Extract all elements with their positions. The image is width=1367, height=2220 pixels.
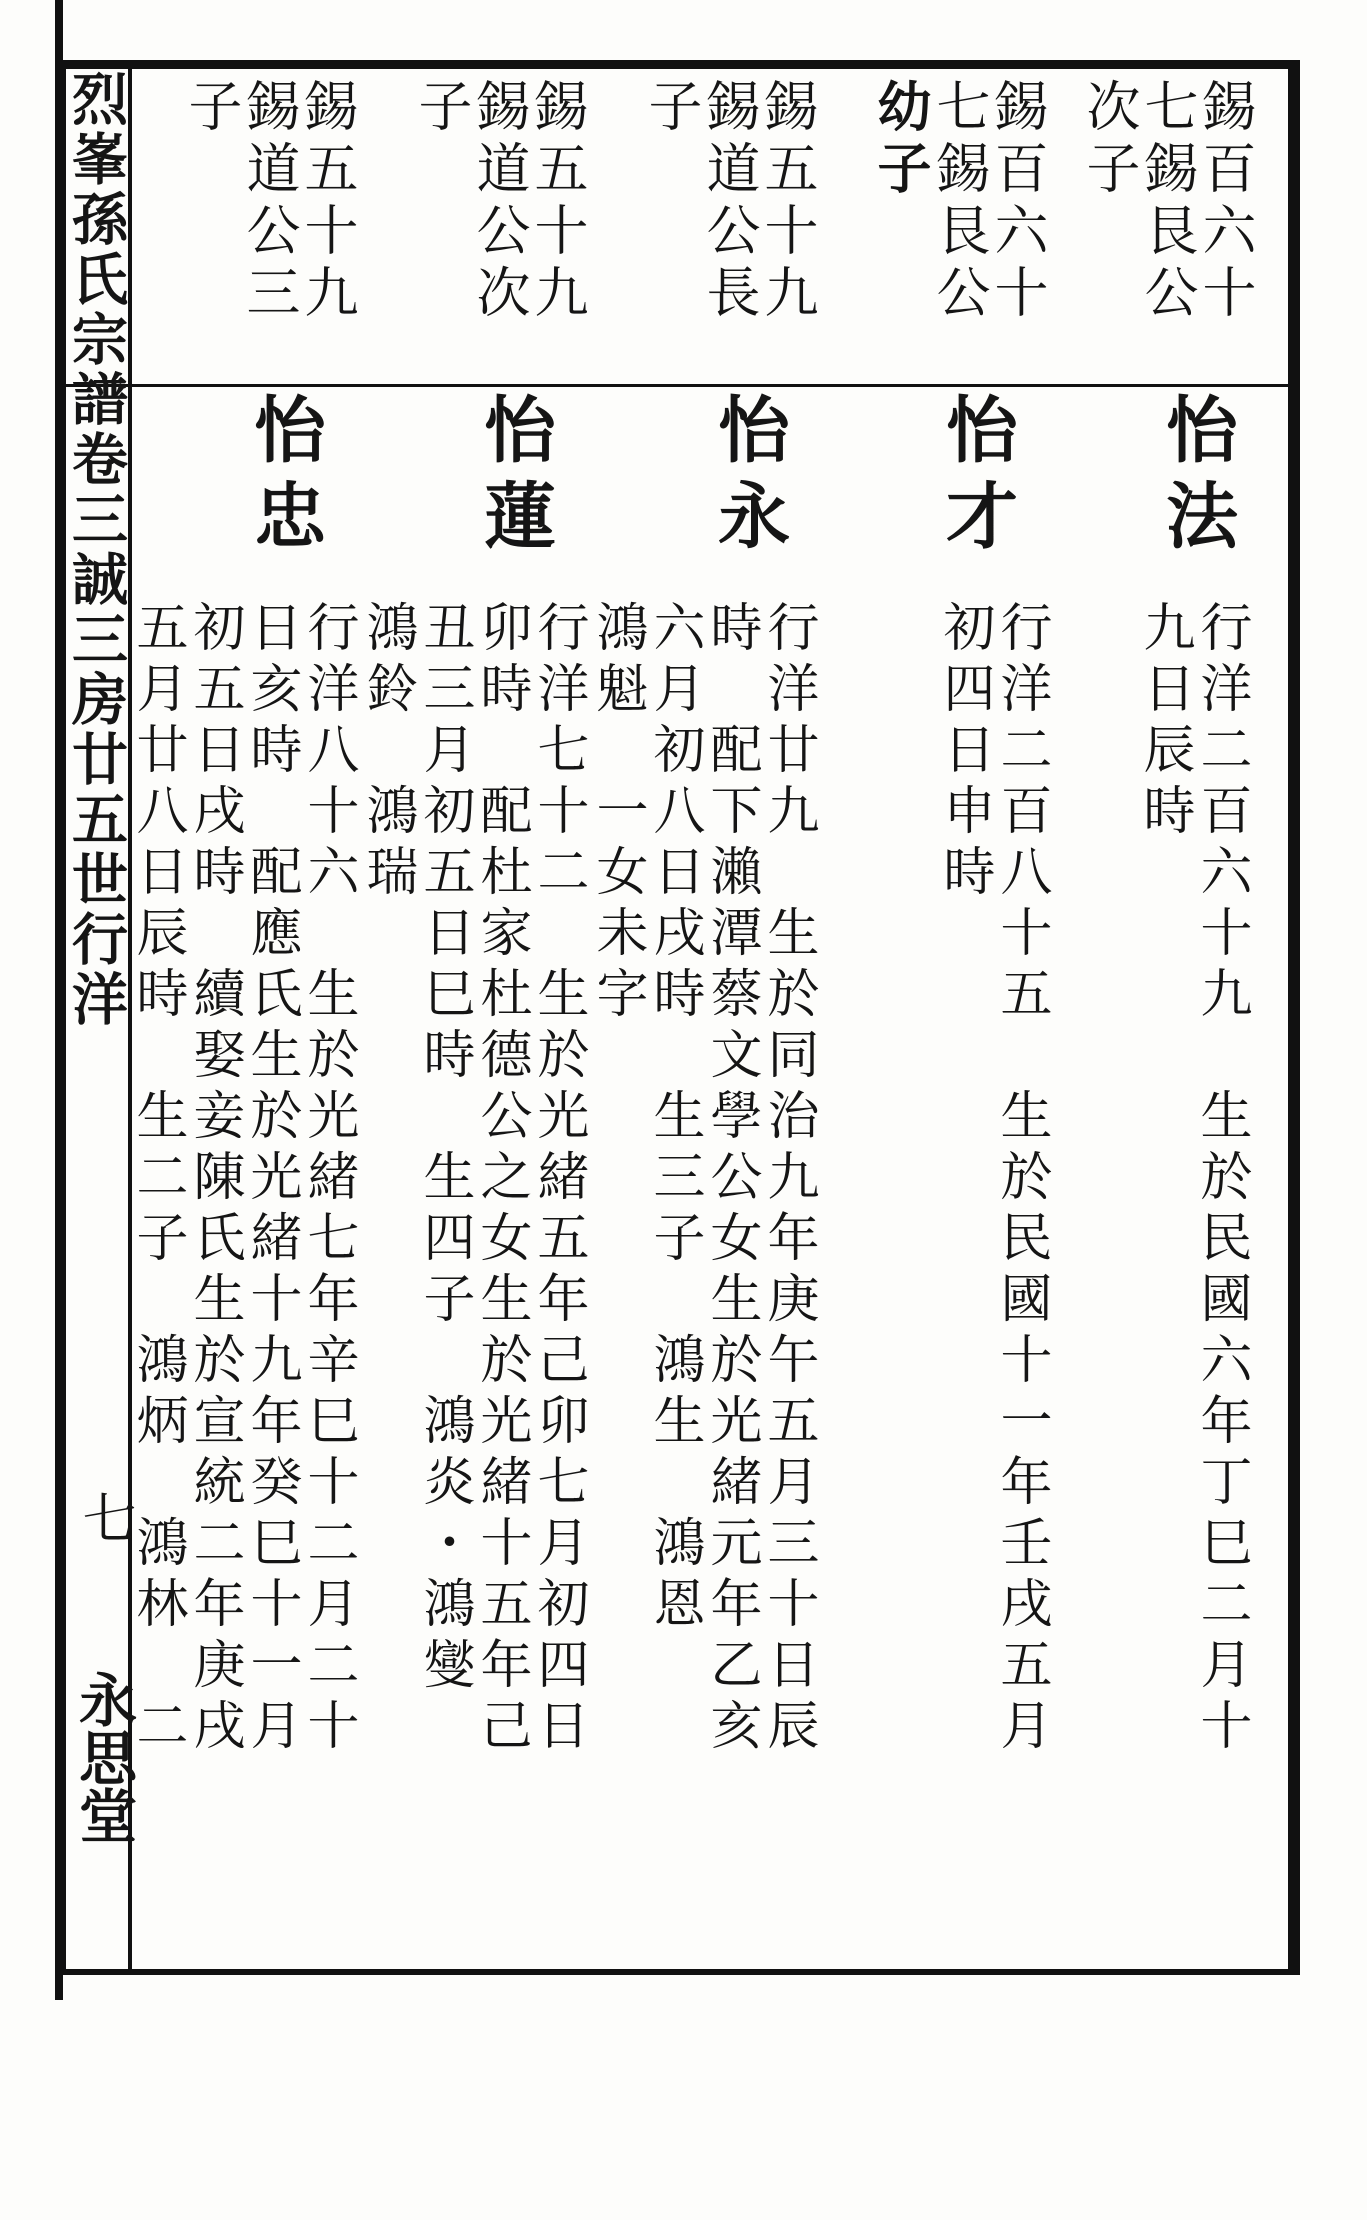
entry-name: 怡法	[1154, 392, 1239, 564]
entry-body-line: 九日辰時	[1134, 600, 1194, 844]
entry-ancestry-line: 幼子	[869, 78, 933, 202]
entry-ancestry-line: 錫五十九	[526, 78, 589, 326]
entry-ancestry-line: 錫百六十	[986, 78, 1049, 326]
entry-ancestry-line: 錫五十九	[296, 78, 359, 326]
ancestry-divider	[66, 384, 1288, 387]
entry-body-line: 行洋七十二 生於光緒五年己卯七月初四日	[528, 600, 588, 1759]
entry-name: 怡永	[706, 392, 791, 564]
entry-body-line: 六月初八日戌時 生三子 鴻生 鴻恩	[644, 600, 704, 1637]
entry-body-line: 行洋二百八十五 生於民國十一年壬戌五月	[991, 600, 1051, 1759]
entry-body-line: 行洋廿九 生於同治九年庚午五月三十日辰	[758, 600, 818, 1759]
entry-ancestry-line: 錫道公三	[238, 78, 301, 326]
entry-ancestry-line: 子	[180, 78, 243, 140]
entry-ancestry-line: 錫百六十	[1194, 78, 1257, 326]
page-number: 七	[74, 1490, 137, 1544]
entry-body-line: 鴻魁 一女未字	[587, 600, 647, 1027]
entry-ancestry-line: 錫道公次	[468, 78, 531, 326]
entry-ancestry-line: 子	[640, 78, 703, 140]
entry-body-line: 初五日戌時 續娶妾陳氏生於宣統二年庚戌	[184, 600, 244, 1759]
entry-body-line: 丑三月初五日巳時 生四子 鴻炎・鴻燮	[414, 600, 474, 1698]
entry-ancestry-line: 錫道公長	[698, 78, 761, 326]
margin-title: 烈峯孫氏宗譜卷三誠三房廿五世行洋	[63, 70, 129, 1030]
entry-body-line: 初四日申時	[934, 600, 994, 905]
entry-body-line: 五月廿八日辰時 生二子 鴻炳 鴻林 二	[127, 600, 187, 1759]
entry-body-line: 日亥時 配應氏生於光緒十九年癸巳十一月	[241, 600, 301, 1759]
entry-name: 怡蓮	[472, 392, 557, 564]
entry-body-line: 時 配下瀨潭蔡文學公女生於光緒元年乙亥	[701, 600, 761, 1759]
entry-ancestry-line: 錫五十九	[756, 78, 819, 326]
hall-name: 永思堂	[69, 1670, 137, 1844]
entry-name: 怡忠	[242, 392, 327, 564]
entry-name: 怡才	[934, 392, 1019, 564]
entry-ancestry-line: 子	[410, 78, 473, 140]
entry-ancestry-line: 七錫艮公	[928, 78, 991, 326]
entry-ancestry-line: 次子	[1078, 78, 1141, 202]
entry-ancestry-line: 七錫艮公	[1136, 78, 1199, 326]
entry-body-line: 行洋二百六十九 生於民國六年丁巳二月十	[1191, 600, 1251, 1759]
entry-body-line: 行洋八十六 生於光緒七年辛巳十二月二十	[298, 600, 358, 1759]
entry-body-line: 卯時 配杜家杜德公之女生於光緒十五年己	[471, 600, 531, 1759]
entry-body-line: 鴻鈴 鴻瑞	[357, 600, 417, 905]
